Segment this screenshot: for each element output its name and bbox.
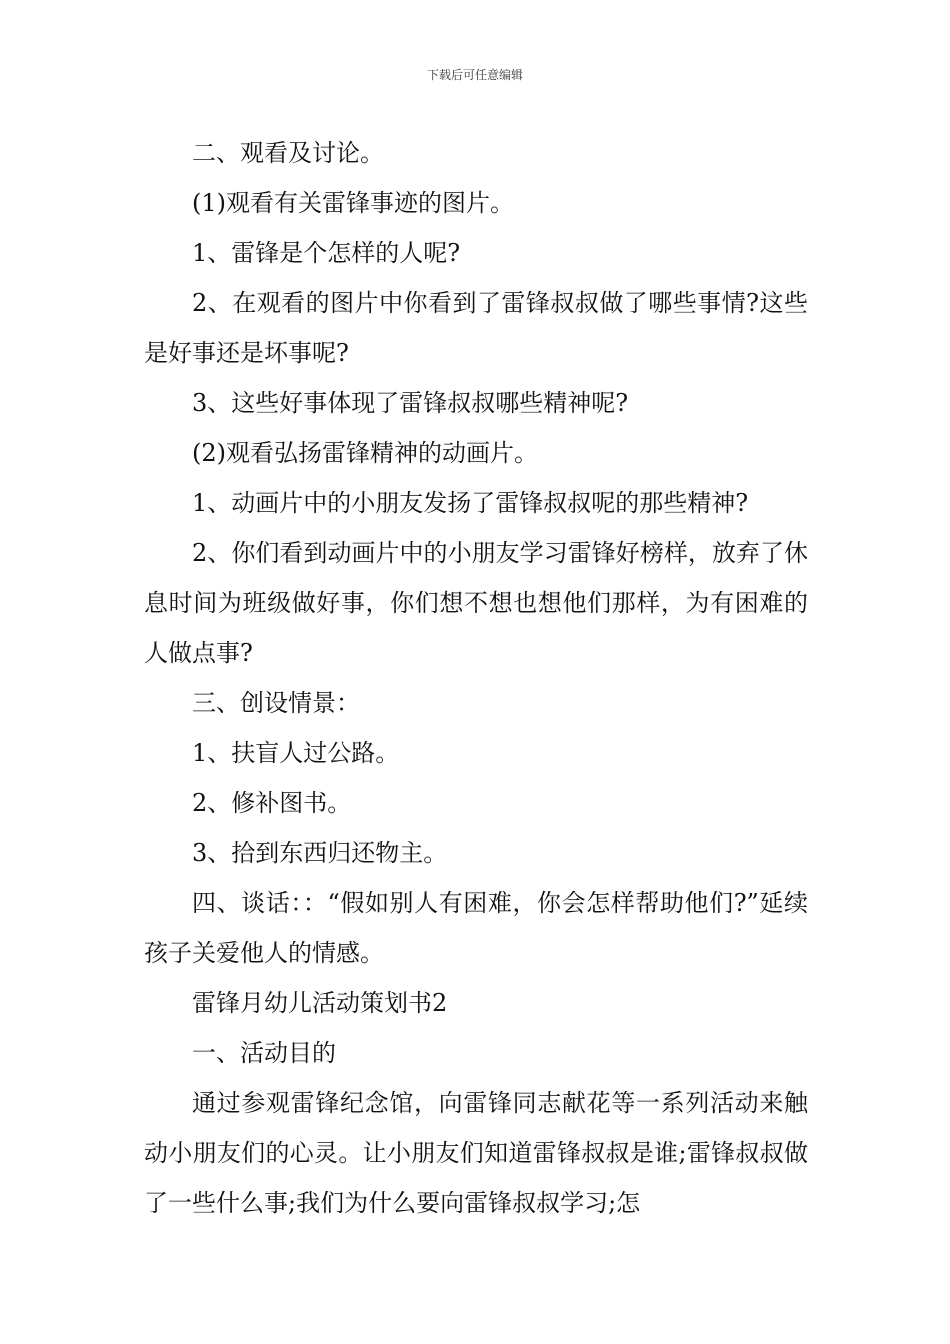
paragraph: 通过参观雷锋纪念馆，向雷锋同志献花等一系列活动来触动小朋友们的心灵。让小朋友们知道雷锋叔叔是谁;雷锋叔叔做了一些什么事;我们为什么要向雷锋叔叔学习;怎 — [144, 1089, 808, 1217]
paragraph: 1、动画片中的小朋友发扬了雷锋叔叔呢的那些精神? — [192, 489, 749, 517]
paragraph: 2、你们看到动画片中的小朋友学习雷锋好榜样，放弃了休息时间为班级做好事，你们想不想也想他们那样，为有困难的人做点事? — [144, 539, 808, 667]
paragraph: 3、这些好事体现了雷锋叔叔哪些精神呢? — [192, 389, 629, 417]
section-heading: 雷锋月幼儿活动策划书2 — [192, 989, 448, 1017]
paragraph: 一、活动目的 — [192, 1039, 336, 1067]
paragraph: 2、修补图书。 — [192, 789, 352, 817]
paragraph: 2、在观看的图片中你看到了雷锋叔叔做了哪些事情?这些是好事还是坏事呢? — [144, 289, 808, 367]
paragraph: 二、观看及讨论。 — [192, 139, 384, 167]
paragraph: 1、扶盲人过公路。 — [192, 739, 400, 767]
paragraph: 1、雷锋是个怎样的人呢? — [192, 239, 461, 267]
document-body — [144, 128, 808, 1228]
paragraph: (2)观看弘扬雷锋精神的动画片。 — [192, 439, 538, 467]
paragraph: 三、创设情景： — [192, 689, 360, 717]
paragraph: (1)观看有关雷锋事迹的图片。 — [192, 189, 514, 217]
paragraph: 四、谈话：：“假如别人有困难，你会怎样帮助他们?”延续孩子关爱他人的情感。 — [144, 889, 808, 967]
header-note: 下载后可任意编辑 — [426, 68, 523, 82]
paragraph: 3、拾到东西归还物主。 — [192, 839, 448, 867]
